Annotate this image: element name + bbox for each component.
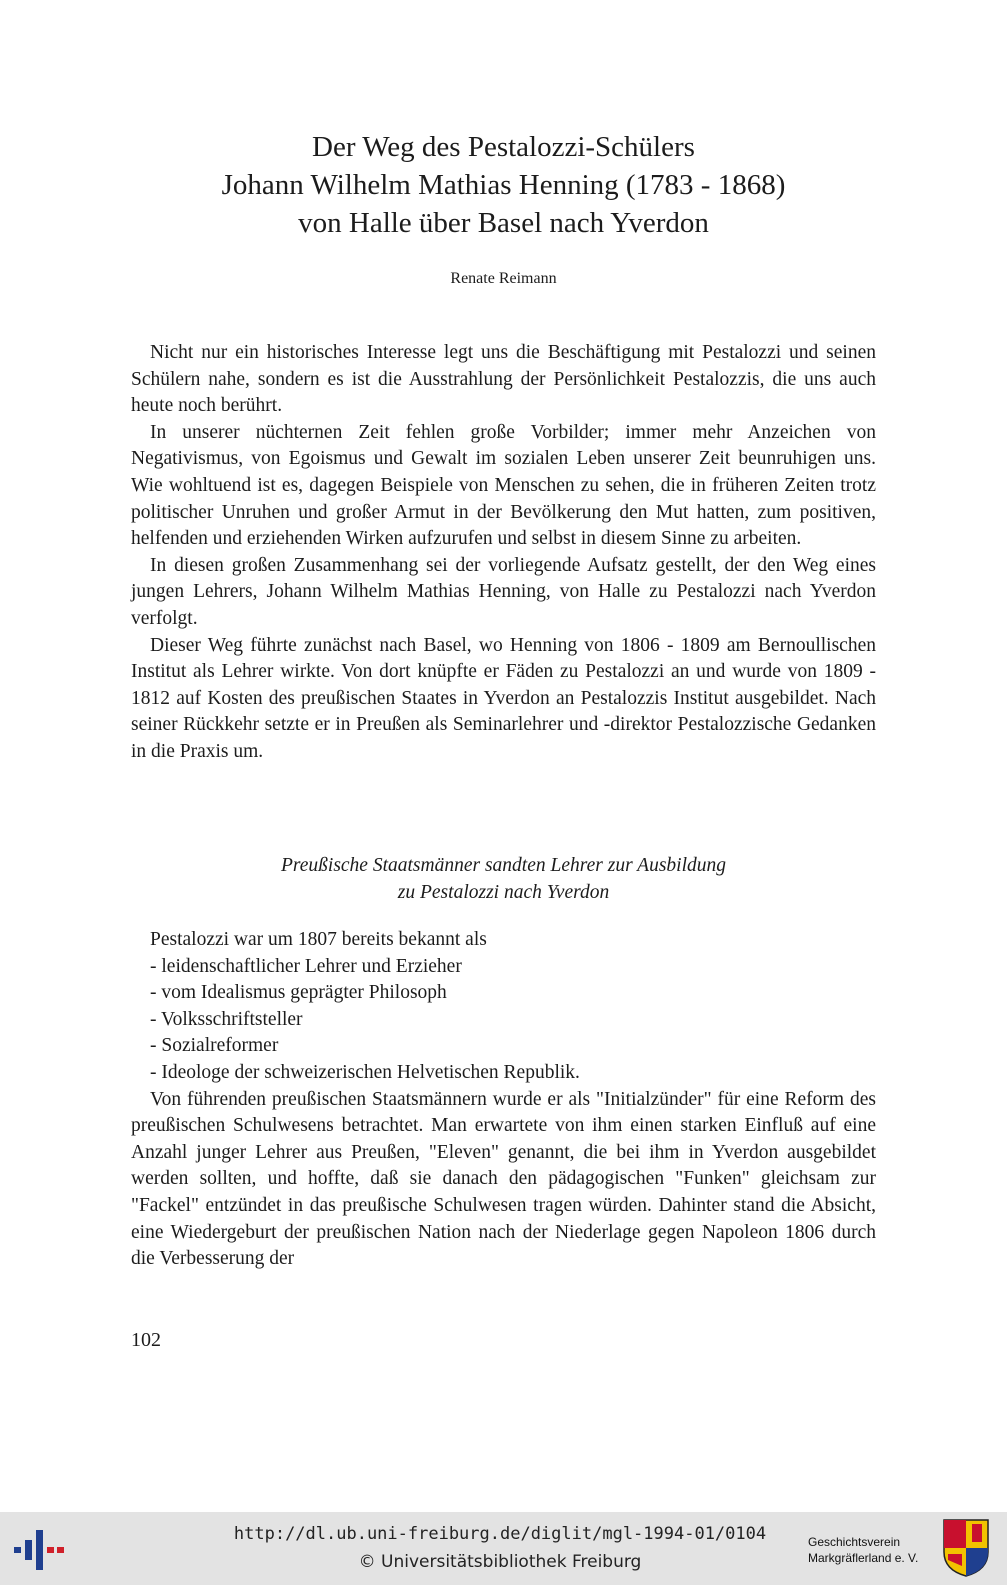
article-author: Renate Reimann	[450, 270, 557, 287]
page-number: 102	[131, 1329, 161, 1351]
ub-freiburg-logo-icon[interactable]	[14, 1530, 64, 1570]
attribute-list	[131, 954, 876, 1087]
markgraeflerland-crest-icon	[942, 1518, 990, 1578]
list-item: - Sozialreformer	[150, 1035, 279, 1057]
list-intro: Pestalozzi war um 1807 bereits bekannt als	[150, 929, 487, 950]
paragraph-4: Dieser Weg führte zunächst nach Basel, wo Henning von 1806 - 1809 am Bernoullischen Institut als Lehrer wirkte. Von dort knüpfte er Fäden zu Pestalozzi an und wurde von 1809 - 1812 auf Kosten des preußischen Staates in Yverdon an Pestalozzis Institut ausgebildet. Nach seiner Rückkehr setzte er in Preußen als Seminarlehrer und -direktor Pestalozzische Gedanken in die Praxis um.	[131, 634, 876, 762]
paragraph-3: In diesen großen Zusammenhang sei der vorliegende Aufsatz gestellt, der den Weg eines jungen Lehrers, Johann Wilhelm Mathias Henning, von Halle zu Pestalozzi nach Yverdon verfolgt.	[131, 554, 876, 629]
closing-paragraph: Von führenden preußischen Staatsmännern wurde er als "Initialzünder" für eine Reform des preußischen Schulwesens betrachtet. Man erwartete von ihm einen starken Einfluß auf eine Anzahl junger Lehrer aus Preußen, "Eleven" genannt, die bei ihm in Yverdon ausgebildet werden sollten, und hoffte, daß sie danach den pädagogischen "Funken" gleichsam zur "Fackel" entzündet in das preußische Schulwesen tragen würden. Dahinter stand die Absicht, eine Wiedergeburt der preußischen Nation nach der Niederlage gegen Napoleon 1806 durch die Verbesserung der	[131, 1088, 876, 1270]
society-name	[808, 1534, 918, 1566]
article-body-intro	[131, 340, 876, 766]
section-heading	[100, 852, 907, 906]
paragraph-1: Nicht nur ein historisches Interesse legt uns die Beschäftigung mit Pestalozzi und seinen Schülern nahe, sondern es ist die Ausstrahlung der Persönlichkeit Pestalozzis, die uns auch heute noch berührt.	[131, 342, 876, 417]
list-item: - Ideologe der schweizerischen Helvetischen Republik.	[150, 1061, 580, 1083]
title-line-2: Johann Wilhelm Mathias Henning (1783 - 1868)	[221, 169, 786, 201]
viewer-footer	[0, 1512, 1007, 1585]
section-heading-line-2: zu Pestalozzi nach Yverdon	[397, 882, 610, 903]
society-name-line-2: Markgräflerland e. V.	[808, 1551, 919, 1565]
list-item: - vom Idealismus geprägter Philosoph	[150, 982, 447, 1004]
paragraph-2: In unserer nüchternen Zeit fehlen große Vorbilder; immer mehr Anzeichen von Negativismus, von Egoismus und Gewalt im sozialen Leben unserer Zeit beunruhigen uns. Wie wohltuend ist es, dagegen Beispiele von Menschen zu sehen, die in früheren Zeiten trotz politischer Unruhen und großer Armut in der Bevölkerung den Mut hatten, zum positiven, helfenden und erziehenden Wirken aufzurufen und selbst in diesem Sinne zu arbeiten.	[131, 421, 876, 550]
list-item: - leidenschaftlicher Lehrer und Erzieher	[150, 955, 462, 977]
article-body-section	[131, 927, 876, 1273]
section-heading-line-1: Preußische Staatsmänner sandten Lehrer zur Ausbildung	[280, 855, 727, 876]
title-line-3: von Halle über Basel nach Yverdon	[298, 207, 709, 239]
title-line-1: Der Weg des Pestalozzi-Schülers	[312, 131, 695, 163]
society-name-line-1: Geschichtsverein	[808, 1535, 901, 1549]
permalink-url[interactable]: http://dl.ub.uni-freiburg.de/diglit/mgl-1994-01/0104	[233, 1524, 767, 1544]
list-item: - Volksschriftsteller	[150, 1008, 303, 1030]
copyright-notice: © Universitätsbibliothek Freiburg	[358, 1552, 642, 1572]
article-title	[100, 128, 907, 242]
